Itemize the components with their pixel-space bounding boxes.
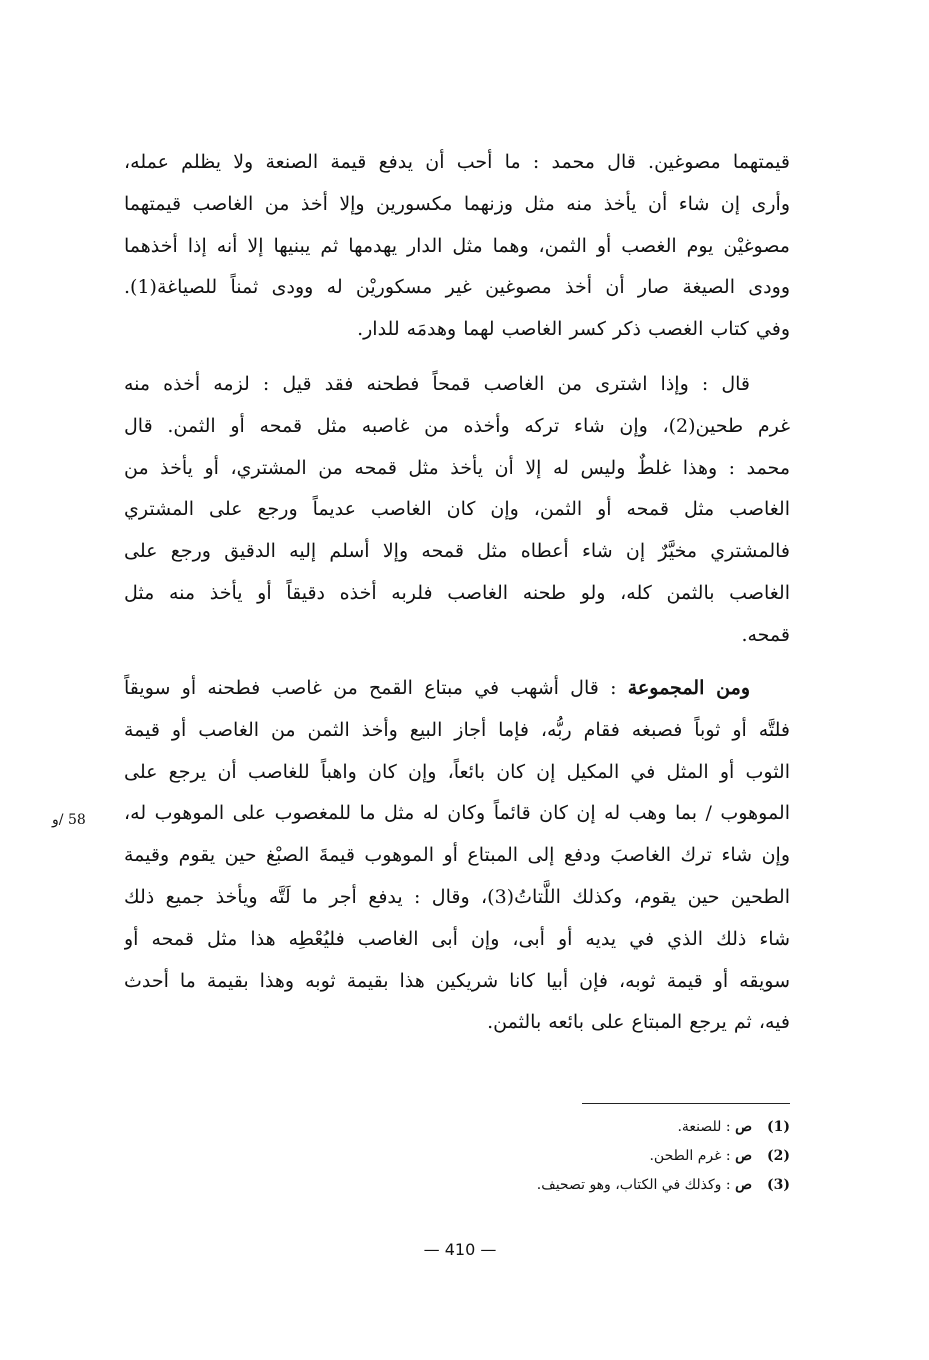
paragraph-1 <box>124 142 790 351</box>
footnote-source: ص <box>735 1148 752 1164</box>
text-line: مصوغيْن يوم الغصب أو الثمن، وهما مثل الدار يهدمها ثم يبنيها إلا أنه إذا أخذهما <box>124 234 790 257</box>
footnotes <box>300 1113 790 1200</box>
text-line: الموهوب / بما وهب له إن كان قائماً وكان له مثل ما للمغصوب على الموهوب له، <box>124 802 790 825</box>
text-line: وإن شاء ترك الغاصبَ ودفع إلى المبتاع أو الموهوب قيمةَ الصبْغ حين يقوم وقيمة <box>124 844 790 867</box>
text-fragment: : قال أشهب في مبتاع القمح من غاصب فطحنه أو سويقاً <box>124 677 628 699</box>
footnote-number: (3) <box>767 1177 790 1193</box>
text-line: محمد : وهذا غلطٌ وليس له إلا أن يأخذ مثل قمحه من المشتري، أو يأخذ من <box>124 456 790 479</box>
text-line: غرم طحين(2)، وإن شاء تركه وأخذه من غاصبه مثل قمحه أو الثمن. قال <box>124 414 790 437</box>
text-line: الغاصب بالثمن كله، ولو طحنه الغاصب فلربه أخذه دقيقاً أو يأخذ منه مثل <box>124 581 790 604</box>
paragraph-3 <box>124 668 790 1044</box>
text-line: وودى الصيغة صار أن أخذ مصوغين غير مسكوريْن له وودى ثمناً للصياغة(1). <box>124 276 790 299</box>
footnote-text: : غرم الطحن. <box>649 1148 736 1164</box>
text-line <box>124 668 790 710</box>
footnote-number: (2) <box>767 1148 790 1164</box>
page-number: — 410 — <box>423 1240 497 1259</box>
text-line: شاء ذلك الذي في يديه أو أبى، وإن أبى الغاصب فليُعْطِه هذا مثل قمحه أو <box>124 927 790 950</box>
text-line: وأرى إن شاء أن يأخذ منه مثل وزنهما مكسورين وإلا أخذ من الغاصب قيمتهما <box>124 192 790 215</box>
text-line: فالمشتري مخيَّرٌ إن شاء أعطاه مثل قمحه وإلا أسلم إليه الدقيق ورجع على <box>124 540 790 563</box>
text-line: الغاصب مثل قمحه أو الثمن، وإن كان الغاصب عديماً ورجع على المشتري <box>124 498 790 521</box>
footnote-item <box>300 1142 790 1171</box>
text-line: فيه، ثم يرجع المبتاع على بائعه بالثمن. <box>487 1011 790 1034</box>
paragraph-2 <box>124 364 790 657</box>
text-line: الطحين حين يقوم، وكذلك اللَّتاتُ(3)، وقال : يدفع أجر ما لَتَّه ويأخذ جميع ذلك <box>124 885 790 908</box>
margin-folio-note: 58 /و <box>52 812 86 828</box>
text-line: الثوب أو المثل في المكيل إن كان بائعاً، وإن كان واهباً للغاصب أن يرجع على <box>124 760 790 783</box>
text-line: قمحه. <box>741 623 790 646</box>
section-source-title: ومن المجموعة <box>627 677 750 699</box>
footnote-source: ص <box>735 1119 752 1135</box>
footnote-item <box>300 1171 790 1200</box>
text-line: قال : وإذا اشترى من الغاصب قمحاً فطحنه فقد قيل : لزمه أخذه منه <box>124 373 750 395</box>
text-line: سويقه أو قيمة ثوبه، فإن أبيا كانا شريكين هذا بقيمة ثوبه وهذا بقيمة ما أحدث <box>124 969 790 992</box>
footnote-source: ص <box>735 1177 752 1193</box>
text-line: فلتَّه أو ثوباً فصبغه فقام ربُّه، فإما أجاز البيع وأخذ الثمن من الغاصب أو قيمة <box>124 718 790 741</box>
text-line: وفي كتاب الغصب ذكر كسر الغاصب لهما وهدمَه للدار. <box>357 318 790 341</box>
footnote-text: : للصنعة. <box>677 1119 736 1135</box>
footnote-text: : وكذلك في الكتاب، وهو تصحيف. <box>536 1177 736 1193</box>
footnote-divider <box>582 1103 790 1104</box>
footnote-item <box>300 1113 790 1142</box>
text-line: قيمتهما مصوغين. قال محمد : ما أحب أن يدفع قيمة الصنعة ولا يظلم عمله، <box>124 151 790 173</box>
footnote-number: (1) <box>767 1119 790 1135</box>
